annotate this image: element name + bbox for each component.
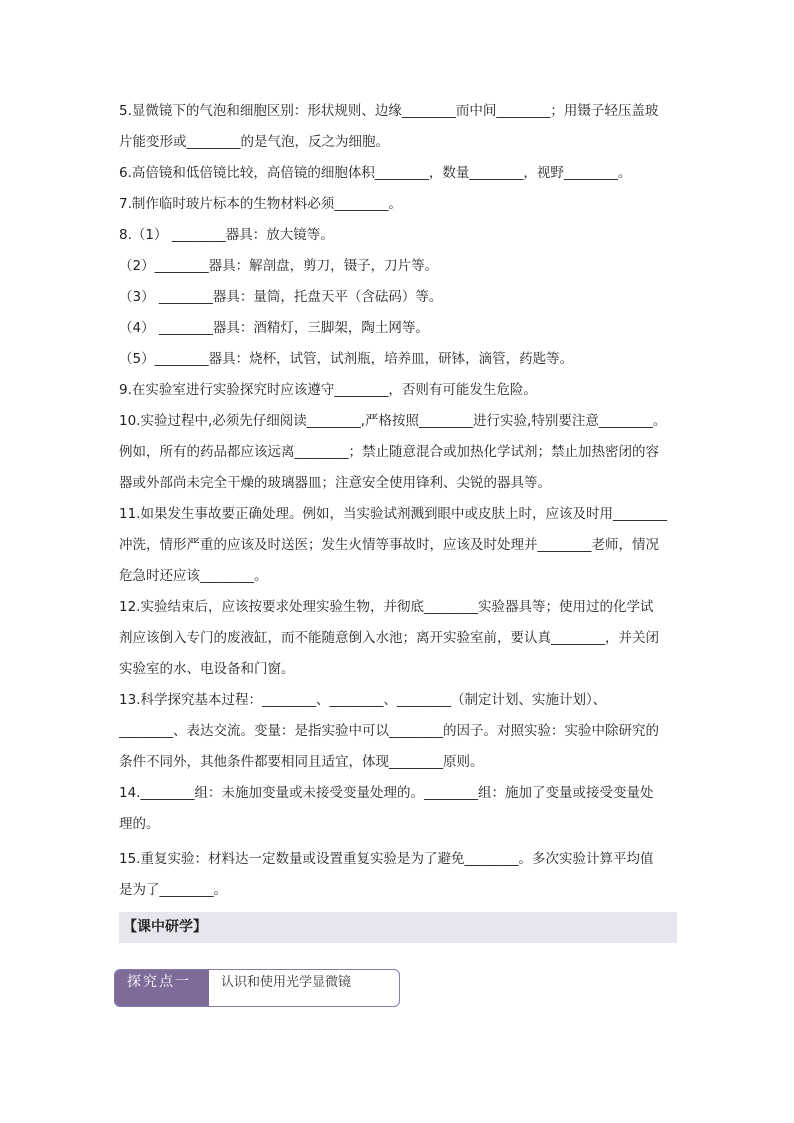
text-line: 10.实验过程中,必须先仔细阅读________,严格按照________进行实验,特别要注意________。 — [119, 413, 667, 429]
question-list — [119, 96, 677, 943]
explore-point-title: 认识和使用光学显微镜 — [221, 975, 352, 990]
text-line: 危急时还应该________。 — [119, 568, 268, 584]
text-line: 15.重复实验：材料达一定数量或设置重复实验是为了避免________。多次实验计算平均值 — [119, 851, 654, 867]
text-line: 8.（1） ________器具：放大镜等。 — [119, 227, 334, 243]
text-line: 9.在实验室进行实验探究时应该遵守________，否则有可能发生危险。 — [119, 382, 537, 398]
text-line: 是为了________。 — [119, 882, 227, 898]
text-line: 剂应该倒入专门的废液缸，而不能随意倒入水池；离开实验室前，要认真________，并关闭 — [119, 630, 659, 646]
text-line: 冲洗，情形严重的应该及时送医；发生火情等事故时，应该及时处理并________老师，情况 — [119, 537, 659, 553]
section-heading: 【课中研学】 — [119, 912, 677, 943]
text-line: 5.显微镜下的气泡和细胞区别：形状规则、边缘________而中间________；用镊子轻压盖玻 — [119, 103, 659, 119]
text-line: 6.高倍镜和低倍镜比较，高倍镜的细胞体积________，数量________，视野________。 — [119, 165, 632, 181]
text-line: 12.实验结束后，应该按要求处理实验生物，并彻底________实验器具等；使用过的化学试 — [119, 599, 654, 615]
explore-point-tag — [114, 969, 400, 1007]
text-line: 7.制作临时玻片标本的生物材料必须________。 — [119, 196, 402, 212]
text-line: 14.________组：未施加变量或未接受变量处理的。________组：施加了变量或接受变量处 — [119, 785, 654, 801]
text-line: 器或外部尚未完全干燥的玻璃器皿；注意安全使用锋利、尖锐的器具等。 — [119, 475, 551, 491]
text-line: （4） ________器具：酒精灯，三脚架，陶土网等。 — [119, 320, 429, 336]
text-line: （3） ________器具：量筒，托盘天平（含砝码）等。 — [119, 289, 443, 305]
text-line: （5）________器具：烧杯，试管，试剂瓶，培养皿，研钵，滴管，药匙等。 — [119, 351, 574, 367]
text-line: 条件不同外，其他条件都要相同且适宜，体现________原则。 — [119, 754, 484, 770]
text-line: 实验室的水、电设备和门窗。 — [119, 661, 295, 677]
text-line: 13.科学探究基本过程：________、________、________（制定计划、实施计划）、 — [119, 692, 607, 708]
explore-point-label: 探究点一 — [115, 970, 209, 1006]
text-line: 理的。 — [119, 816, 160, 832]
text-line: 片能变形或________的是气泡，反之为细胞。 — [119, 134, 389, 150]
text-line: （2）________器具：解剖盘，剪刀，镊子，刀片等。 — [119, 258, 439, 274]
text-line: 例如，所有的药品都应该远离________；禁止随意混合或加热化学试剂；禁止加热密闭的容 — [119, 444, 659, 460]
text-line: 11.如果发生事故要正确处理。例如，当实验试剂溅到眼中或皮肤上时，应该及时用________ — [119, 506, 667, 522]
text-line: ________、表达交流。变量：是指实验中可以________的因子。对照实验：实验中除研究的 — [119, 723, 659, 739]
